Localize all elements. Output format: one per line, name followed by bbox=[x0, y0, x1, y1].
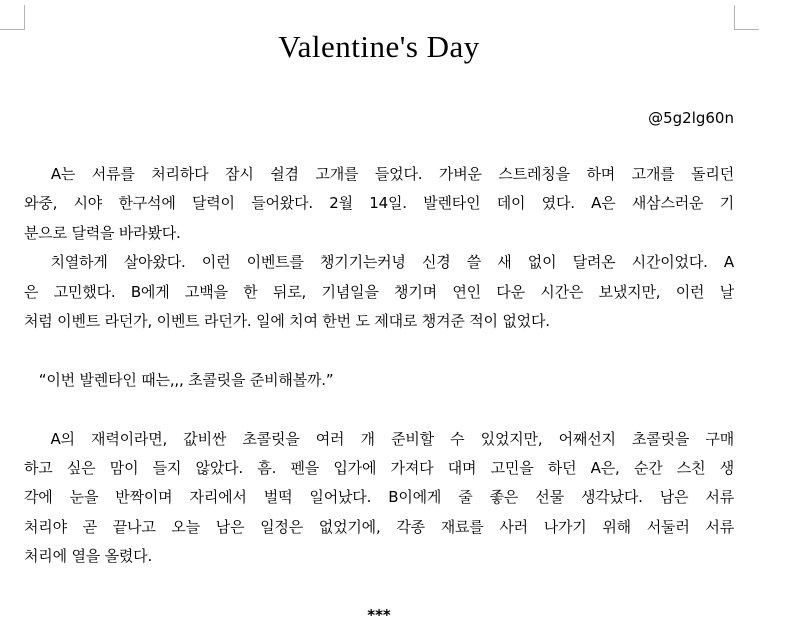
body-line: 처럼 이벤트 라던가, 이벤트 라던가. 일에 치여 한번 도 제대로 챙겨준 적이 없었다. bbox=[24, 311, 550, 330]
body-line: 처리야 곧 끝나고 오늘 남은 일정은 없었기에, 각종 재료를 사러 나가기 위해 서둘러 서류 bbox=[24, 517, 734, 536]
body-line: 치열하게 살아왔다. 이런 이벤트를 챙기기는커녕 신경 쓸 새 없이 달려온 시간이었다. A bbox=[24, 253, 734, 272]
body-line: 하고 싶은 맘이 들지 않았다. 흠. 펜을 입가에 가져다 대며 고민을 하던 A은, 순간 스친 생 bbox=[24, 458, 734, 477]
page-corner-mark-top-right bbox=[734, 5, 759, 30]
author-handle: @5g2lg60n bbox=[648, 109, 734, 127]
body-line: 와중, 시야 한구석에 달력이 들어왔다. 2월 14일. 발렌타인 데이 였다. A은 새삼스러운 기 bbox=[24, 194, 734, 213]
dialogue-line: “이번 발렌타인 때는,,, 초콜릿을 준비해볼까.” bbox=[24, 370, 334, 389]
body-line: 분으로 달력을 바라봤다. bbox=[24, 223, 181, 242]
body-line: A는 서류를 처리하다 잠시 쉴겸 고개를 들었다. 가벼운 스트레칭을 하며 고개를 돌리던 bbox=[24, 165, 734, 183]
page-corner-mark-top-left bbox=[0, 5, 25, 30]
body-line: A의 재력이라면, 값비싼 초콜릿을 여러 개 준비할 수 있었지만, 어째선지 초콜릿을 구매 bbox=[24, 429, 734, 448]
blank-line bbox=[24, 336, 734, 365]
body-line: 처리에 열을 올렸다. bbox=[24, 547, 153, 566]
section-separator: *** bbox=[367, 605, 391, 624]
blank-line bbox=[24, 571, 734, 600]
blank-line bbox=[24, 395, 734, 424]
document-title: Valentine's Day bbox=[278, 29, 480, 64]
body-line: 은 고민했다. B에게 고백을 한 뒤로, 기념일을 챙기며 연인 다운 시간은 보냈지만, 이런 날 bbox=[24, 282, 734, 301]
document-body bbox=[24, 160, 734, 630]
body-line: 각에 눈을 반짝이며 자리에서 벌떡 일어났다. B이에게 줄 좋은 선물 생각났다. 남은 서류 bbox=[24, 488, 734, 507]
